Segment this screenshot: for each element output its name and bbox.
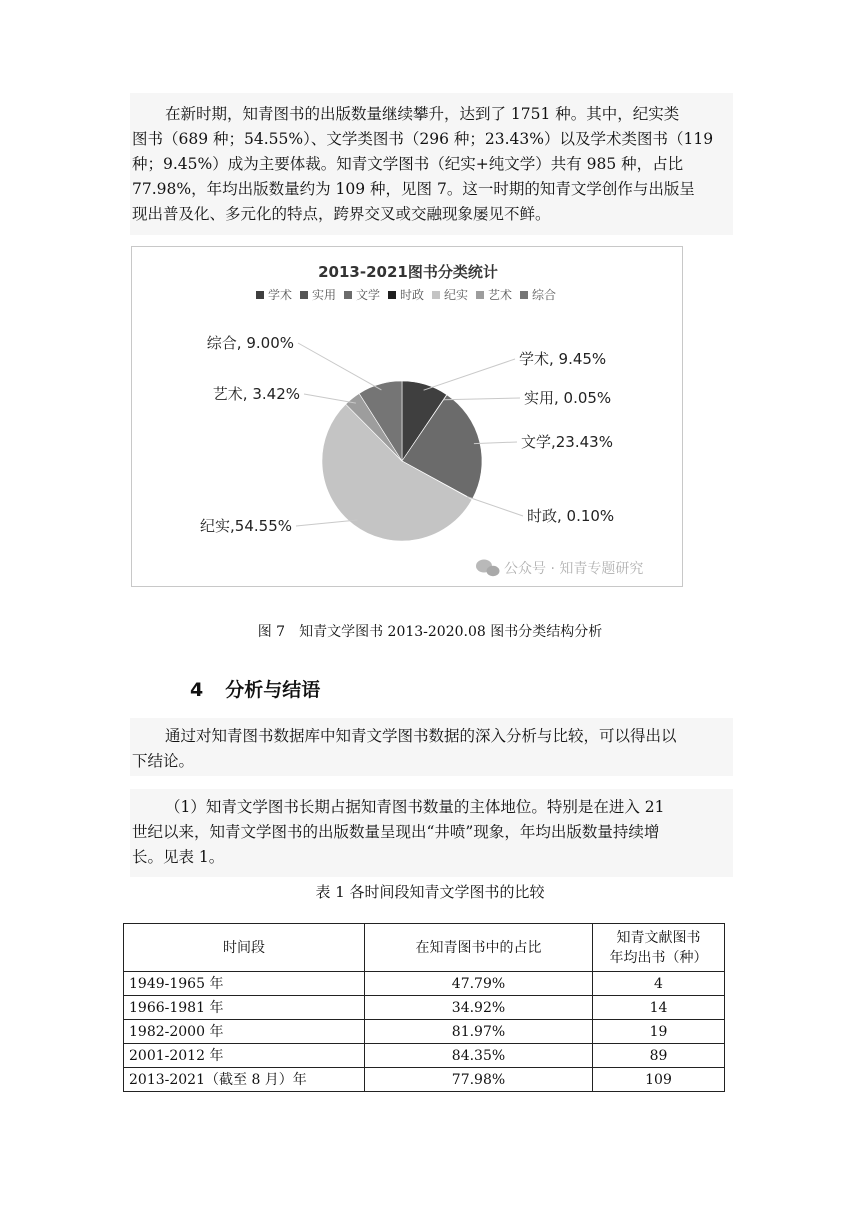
legend-swatch: [388, 291, 396, 299]
section-heading: [190, 675, 320, 702]
conclusion-intro-paragraph: [132, 724, 732, 774]
legend-swatch: [520, 291, 528, 299]
table-caption: 表 1 各时间段知青文学图书的比较: [315, 883, 545, 901]
section-number: 4: [190, 679, 204, 701]
cell-share: 47.79%: [365, 972, 593, 996]
cell-share: 84.35%: [365, 1044, 593, 1068]
legend-item: [344, 288, 380, 302]
cell-annual: 4: [593, 972, 725, 996]
watermark: [476, 560, 643, 578]
leader-line: [474, 442, 517, 444]
slice-label-艺术: 艺术, 3.42%: [212, 385, 300, 403]
pie-chart: [132, 247, 684, 588]
watermark-text: 公众号 · 知青专题研究: [504, 561, 644, 577]
slice-label-学术: 学术, 9.45%: [519, 350, 607, 368]
figure-caption: 图 7 知青文学图书 2013-2020.08 图书分类结构分析: [257, 624, 603, 640]
paragraph-line: （1）知青文学图书长期占据知青图书数量的主体地位。特别是在进入 21: [165, 798, 665, 816]
legend-label: 纪实: [444, 288, 469, 302]
leader-line: [467, 497, 523, 516]
cell-period: 2013-2021（截至 8 月）年: [124, 1068, 365, 1092]
table-row: [124, 972, 725, 996]
cell-period: 2001-2012 年: [124, 1044, 365, 1068]
legend-swatch: [432, 291, 440, 299]
legend-item: [520, 287, 556, 302]
table-header-row: [124, 924, 725, 972]
paragraph-line: 图书（689 种；54.55%）、文学类图书（296 种；23.43%）以及学术类图书（119: [132, 130, 714, 148]
wechat-icon: [476, 560, 500, 577]
section-title: 分析与结语: [225, 679, 321, 701]
cell-share: 34.92%: [365, 996, 593, 1020]
legend-label: 时政: [400, 288, 425, 302]
legend-item: [476, 287, 512, 302]
cell-annual: 109: [593, 1068, 725, 1092]
cell-share: 77.98%: [365, 1068, 593, 1092]
cell-period: 1982-2000 年: [124, 1020, 365, 1044]
leader-line: [444, 398, 521, 400]
legend-swatch: [344, 291, 352, 299]
legend-label: 文学: [356, 288, 381, 302]
conclusion-point-1: [132, 795, 732, 870]
legend-label: 综合: [532, 288, 557, 302]
paragraph-line: 在新时期，知青图书的出版数量继续攀升，达到了 1751 种。其中，纪实类: [165, 105, 680, 123]
slice-label-时政: 时政, 0.10%: [527, 507, 615, 525]
legend-label: 实用: [312, 288, 337, 302]
header-period: 时间段: [124, 924, 365, 972]
leader-line: [424, 359, 515, 390]
slice-label-综合: 综合, 9.00%: [206, 334, 294, 352]
slice-label-纪实: 纪实,54.55%: [200, 517, 292, 535]
chart-legend: [256, 287, 556, 302]
legend-label: 艺术: [488, 288, 513, 302]
cell-share: 81.97%: [365, 1020, 593, 1044]
paragraph-line: 种；9.45%）成为主要体裁。知青文学图书（纪实+纯文学）共有 985 种，占比: [132, 155, 684, 173]
legend-swatch: [476, 291, 484, 299]
table-row: [124, 1068, 725, 1092]
paragraph-line: 下结论。: [132, 752, 195, 770]
legend-swatch: [256, 291, 264, 299]
cell-period: 1949-1965 年: [124, 972, 365, 996]
leader-line: [304, 394, 356, 403]
intro-paragraph: [132, 102, 732, 227]
leader-line: [298, 343, 381, 390]
legend-item: [388, 287, 424, 302]
legend-swatch: [300, 291, 308, 299]
cell-period: 1966-1981 年: [124, 996, 365, 1020]
header-annual-output-line2: 年均出书（种）: [609, 949, 708, 966]
header-annual-output: [593, 924, 725, 972]
chart-title: 2013-2021图书分类统计: [318, 263, 498, 281]
cell-annual: 14: [593, 996, 725, 1020]
paragraph-line: 长。见表 1。: [132, 848, 225, 866]
legend-item: [300, 288, 336, 302]
legend-item: [256, 287, 292, 302]
leader-line: [296, 520, 357, 526]
cell-annual: 89: [593, 1044, 725, 1068]
table-row: [124, 1044, 725, 1068]
slice-label-实用: 实用, 0.05%: [524, 389, 612, 407]
table-row: [124, 996, 725, 1020]
header-annual-output-line1: 知青文献图书: [616, 929, 701, 946]
paragraph-line: 通过对知青图书数据库中知青文学图书数据的深入分析与比较，可以得出以: [165, 727, 677, 745]
cell-annual: 19: [593, 1020, 725, 1044]
slice-label-文学: 文学,23.43%: [521, 433, 613, 451]
paragraph-line: 世纪以来，知青文学图书的出版数量呈现出“井喷”现象，年均出版数量持续增: [132, 823, 660, 841]
table-row: [124, 1020, 725, 1044]
paragraph-line: 77.98%，年均出版数量约为 109 种，见图 7。这一时期的知青文学创作与出版呈: [132, 180, 695, 198]
pie-chart-figure: [131, 246, 683, 587]
legend-item: [432, 288, 468, 302]
legend-label: 学术: [268, 288, 293, 302]
comparison-table: [123, 923, 725, 1092]
paragraph-line: 现出普及化、多元化的特点，跨界交叉或交融现象屡见不鲜。: [132, 205, 551, 223]
header-share: 在知青图书中的占比: [365, 924, 593, 972]
pie-slices: [322, 381, 482, 541]
